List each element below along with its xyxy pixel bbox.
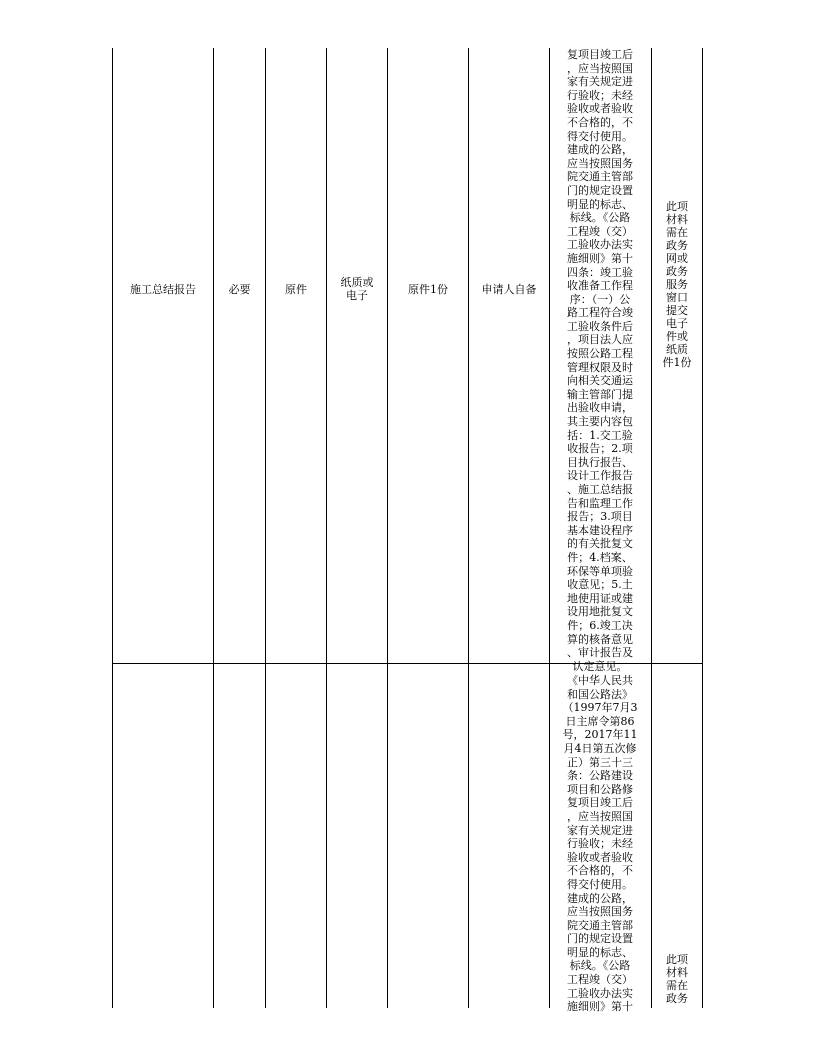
legal-basis-text: 《中华人民共 和国公路法》 （1997年7月3 日主席令第86 号，2017年11 月4日第五次修 正）第三十三 条：公路建设 项目和公路修 复项目竣工后 ，应当按照国 家有关规定进 行验收；未经 验收或者验收 不合格的，不 得交付使用。 建成的公路， 应当按照国务 院交通主管部 门的规定设置 明显的标志、 标线。《公路 工程竣（交） 工验收办法实 施细则》第十 <box>562 674 638 1014</box>
col-border-8 <box>702 48 703 1008</box>
legal-basis-text: 复项目竣工后 ，应当按照国 家有关规定进 行验收；未经 验收或者验收 不合格的，不 得交付使用。 建成的公路， 应当按照国务 院交通主管部 门的规定设置 明显的标志、 标线。《公路 工程竣（交） 工验收办法实 施细则》第十 四条：竣工验 收准备工作程 序：（一）公 路工程符合竣 工验收条件后 ，项目法人应 按照公路工程 管理权限及时 向相关交通运 输主管部门提 出验收申请， 其主要内容包 括：1.交工验 收报告；2.项 目执行报告、 设计工作报告 、施工总结报 告和监理工作 报告；3.项目 基本建设程序 的有关批复文 件；4.档案、 环保等单项验 收意见；5.土 地使用证或建 设用地批复文 件；6.竣工决 算的核备意见 、审计报告及 认定意见。 <box>567 48 633 673</box>
col-border-2 <box>265 48 266 1008</box>
material-source: 申请人自备 <box>481 283 537 296</box>
col-border-0 <box>112 48 113 1008</box>
col-border-4 <box>387 48 388 1008</box>
required-flag: 必要 <box>228 283 251 296</box>
remark-text: 此项 材料 需在 政务 网或 政务 服务 窗口 提交 电子 件或 纸质 件1份 <box>662 200 692 369</box>
material-medium: 纸质或 电子 <box>340 276 374 302</box>
remark-text: 此项 材料 需在 政务 <box>666 953 688 1005</box>
col-border-6 <box>549 48 550 1008</box>
material-name: 施工总结报告 <box>130 283 196 296</box>
col-border-5 <box>468 48 469 1008</box>
material-type: 原件 <box>285 283 307 296</box>
col-border-3 <box>326 48 327 1008</box>
col-border-1 <box>213 48 214 1008</box>
col-border-7 <box>651 48 652 1008</box>
material-copies: 原件1份 <box>408 283 448 296</box>
